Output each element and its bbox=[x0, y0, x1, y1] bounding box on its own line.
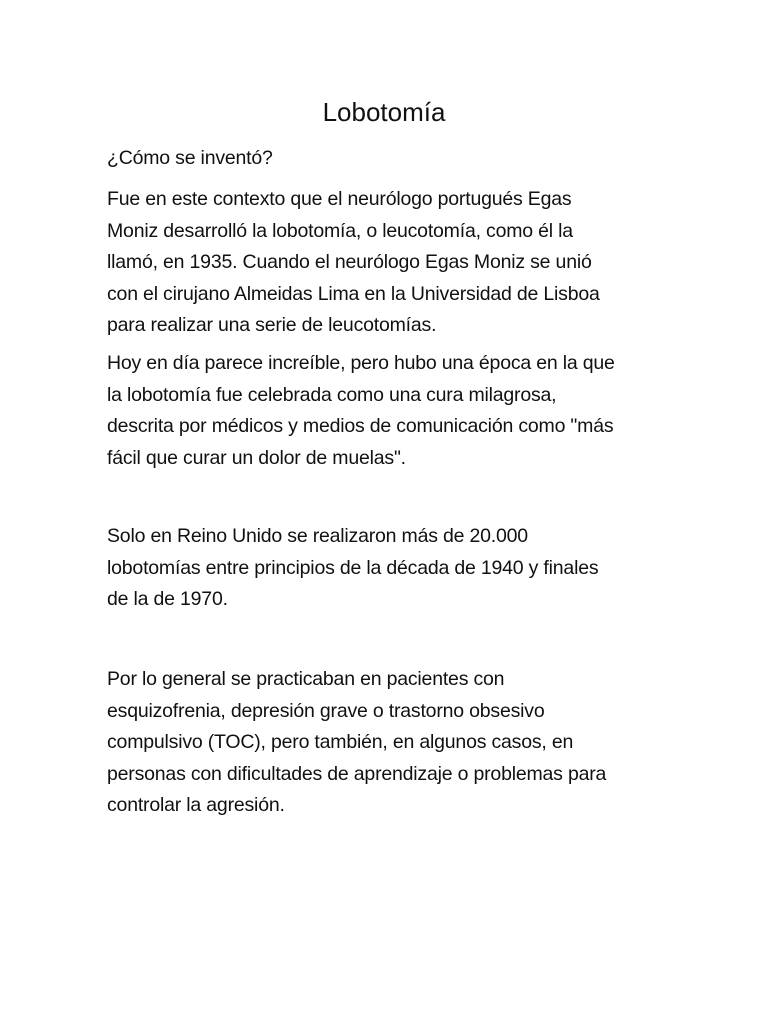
paragraph-line: personas con dificultades de aprendizaje o problemas para bbox=[107, 762, 607, 785]
section-subtitle: ¿Cómo se inventó? bbox=[107, 147, 273, 169]
paragraph-line: descrita por médicos y medios de comunicación como "más bbox=[107, 415, 614, 437]
paragraph-line: compulsivo (TOC), pero también, en algunos casos, en bbox=[107, 731, 574, 753]
paragraph-line: fácil que curar un dolor de muelas". bbox=[107, 446, 406, 469]
paragraph-line: llamó, en 1935. Cuando el neurólogo Egas Moniz se unió bbox=[107, 251, 592, 273]
paragraph-invention bbox=[107, 184, 667, 342]
paragraph-line: Moniz desarrolló la lobotomía, o leucotomía, como él la bbox=[107, 219, 573, 242]
paragraph-line: con el cirujano Almeidas Lima en la Universidad de Lisboa bbox=[107, 282, 600, 305]
paragraph-line: Hoy en día parece increíble, pero hubo una época en la que bbox=[107, 352, 615, 374]
paragraph-line: Solo en Reino Unido se realizaron más de 20.000 bbox=[107, 525, 528, 547]
paragraph-line: esquizofrenia, depresión grave o trastorno obsesivo bbox=[107, 699, 545, 722]
document-title: Lobotomía bbox=[322, 97, 446, 127]
paragraph-line: la lobotomía fue celebrada como una cura milagrosa, bbox=[107, 383, 557, 406]
paragraph-line: Fue en este contexto que el neurólogo portugués Egas bbox=[107, 188, 572, 210]
paragraph-line: lobotomías entre principios de la década de 1940 y finales bbox=[107, 556, 599, 579]
paragraph-line: controlar la agresión. bbox=[107, 794, 285, 816]
paragraph-line: para realizar una serie de leucotomías. bbox=[107, 314, 437, 336]
paragraph-celebrated bbox=[107, 348, 667, 474]
paragraph-statistics bbox=[107, 521, 667, 616]
paragraph-line: de la de 1970. bbox=[107, 588, 228, 610]
paragraph-line: Por lo general se practicaban en pacientes con bbox=[107, 668, 505, 690]
paragraph-patients bbox=[107, 664, 667, 822]
